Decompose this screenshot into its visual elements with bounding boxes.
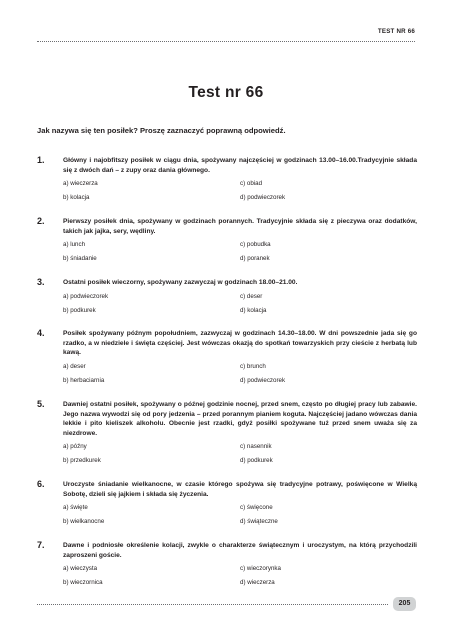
option-b[interactable]: b) wieczornica bbox=[63, 579, 103, 587]
option-b[interactable]: b) przedkurek bbox=[63, 457, 101, 465]
running-head: TEST NR 66 bbox=[377, 28, 415, 35]
option-d[interactable]: d) podwieczorek bbox=[240, 194, 286, 202]
option-b[interactable]: b) kolacja bbox=[63, 194, 90, 202]
option-c[interactable]: c) pobudka bbox=[240, 241, 271, 249]
page-number: 205 bbox=[393, 597, 416, 611]
question-number: 7. bbox=[37, 540, 45, 550]
option-c[interactable]: c) obiad bbox=[240, 180, 263, 188]
question-text: Dawne i podniosłe określenie kolacji, zwykle o charakterze świątecznym i uroczystym, na którą przychodzili zaproszeni goście. bbox=[63, 542, 417, 559]
instruction: Jak nazywa się ten posiłek? Proszę zaznaczyć poprawną odpowiedź. bbox=[37, 126, 286, 135]
top-divider bbox=[37, 41, 415, 42]
question-text: Dawniej ostatni posiłek, spożywany o późnej godzinie nocnej, przed snem, często po długiej pracy lub zabawie. Jego nazwa wywodzi się od pory jedzenia – przed porannym pianiem koguta. Najczęściej jadano wówczas dania lekkie i pito kieliszek alkoholu. Obecnie jest rzadki, gdyż posiłki spożywane tuż przed snem uważa się za niezdrowe. bbox=[63, 401, 417, 437]
option-c[interactable]: c) wieczorynka bbox=[240, 565, 281, 573]
option-a[interactable]: a) podwieczorek bbox=[63, 292, 109, 300]
option-d[interactable]: d) podwieczorek bbox=[240, 376, 286, 384]
question-text: Pierwszy posiłek dnia, spożywany w godzinach porannych. Tradycyjnie składa się z pieczywa oraz dodatków, takich jak jajka, sery, wędliny. bbox=[63, 218, 417, 235]
option-d[interactable]: d) świąteczne bbox=[240, 518, 278, 526]
question-text: Główny i najobfitszy posiłek w ciągu dnia, spożywany najczęściej w godzinach 13.00–16.00.Tradycyjnie składa się z dwóch dań – z zupy oraz dania głównego. bbox=[63, 157, 417, 174]
question-number: 1. bbox=[37, 155, 45, 165]
page-title: Test nr 66 bbox=[188, 84, 264, 101]
answer-options bbox=[63, 504, 417, 526]
question-number: 5. bbox=[37, 399, 45, 409]
question-number: 6. bbox=[37, 479, 45, 489]
option-d[interactable]: d) kolacja bbox=[240, 306, 267, 314]
bottom-divider bbox=[37, 604, 388, 605]
answer-options bbox=[63, 180, 417, 202]
question-5 bbox=[37, 399, 417, 465]
option-a[interactable]: a) wieczerza bbox=[63, 180, 98, 188]
question-4 bbox=[37, 328, 417, 385]
question-text: Posiłek spożywany późnym popołudniem, zazwyczaj w godzinach 14.30–18.00. W dni powszednie jada się go rzadko, a w niedziele i święta częściej. Jest wówczas okazją do spotkań towarzyskich przy cieście z herbatą lub kawą. bbox=[63, 330, 417, 357]
question-7 bbox=[37, 540, 417, 587]
option-a[interactable]: a) późny bbox=[63, 443, 87, 451]
option-c[interactable]: c) deser bbox=[240, 292, 263, 300]
option-b[interactable]: b) śniadanie bbox=[63, 255, 97, 263]
question-3 bbox=[37, 277, 417, 315]
option-c[interactable]: c) brunch bbox=[240, 362, 266, 370]
question-text: Uroczyste śniadanie wielkanocne, w czasie którego spożywa się tradycyjne potrawy, poświęcone w Wielką Sobotę, dzieli się jajkiem i składa się życzenia. bbox=[63, 481, 417, 498]
option-a[interactable]: a) lunch bbox=[63, 241, 86, 249]
answer-options bbox=[63, 363, 417, 385]
question-1 bbox=[37, 155, 417, 202]
option-d[interactable]: d) poranek bbox=[240, 255, 270, 263]
answer-options bbox=[63, 293, 417, 315]
option-a[interactable]: a) deser bbox=[63, 362, 86, 370]
option-b[interactable]: b) podkurek bbox=[63, 306, 96, 314]
option-b[interactable]: b) wielkanocne bbox=[63, 518, 105, 526]
question-2 bbox=[37, 216, 417, 263]
question-number: 2. bbox=[37, 216, 45, 226]
option-a[interactable]: a) święte bbox=[63, 504, 88, 512]
option-a[interactable]: a) wieczysta bbox=[63, 565, 98, 573]
option-d[interactable]: d) podkurek bbox=[240, 457, 273, 465]
option-b[interactable]: b) herbaciarnia bbox=[63, 376, 105, 384]
answer-options bbox=[63, 565, 417, 587]
answer-options bbox=[63, 241, 417, 263]
option-d[interactable]: d) wieczerza bbox=[240, 579, 275, 587]
question-number: 4. bbox=[37, 328, 45, 338]
answer-options bbox=[63, 443, 417, 465]
question-text: Ostatni posiłek wieczorny, spożywany zazwyczaj w godzinach 18.00–21.00. bbox=[63, 279, 298, 286]
option-c[interactable]: c) święcone bbox=[240, 504, 273, 512]
question-6 bbox=[37, 479, 417, 526]
option-c[interactable]: c) nasennik bbox=[240, 443, 272, 451]
question-number: 3. bbox=[37, 277, 45, 287]
